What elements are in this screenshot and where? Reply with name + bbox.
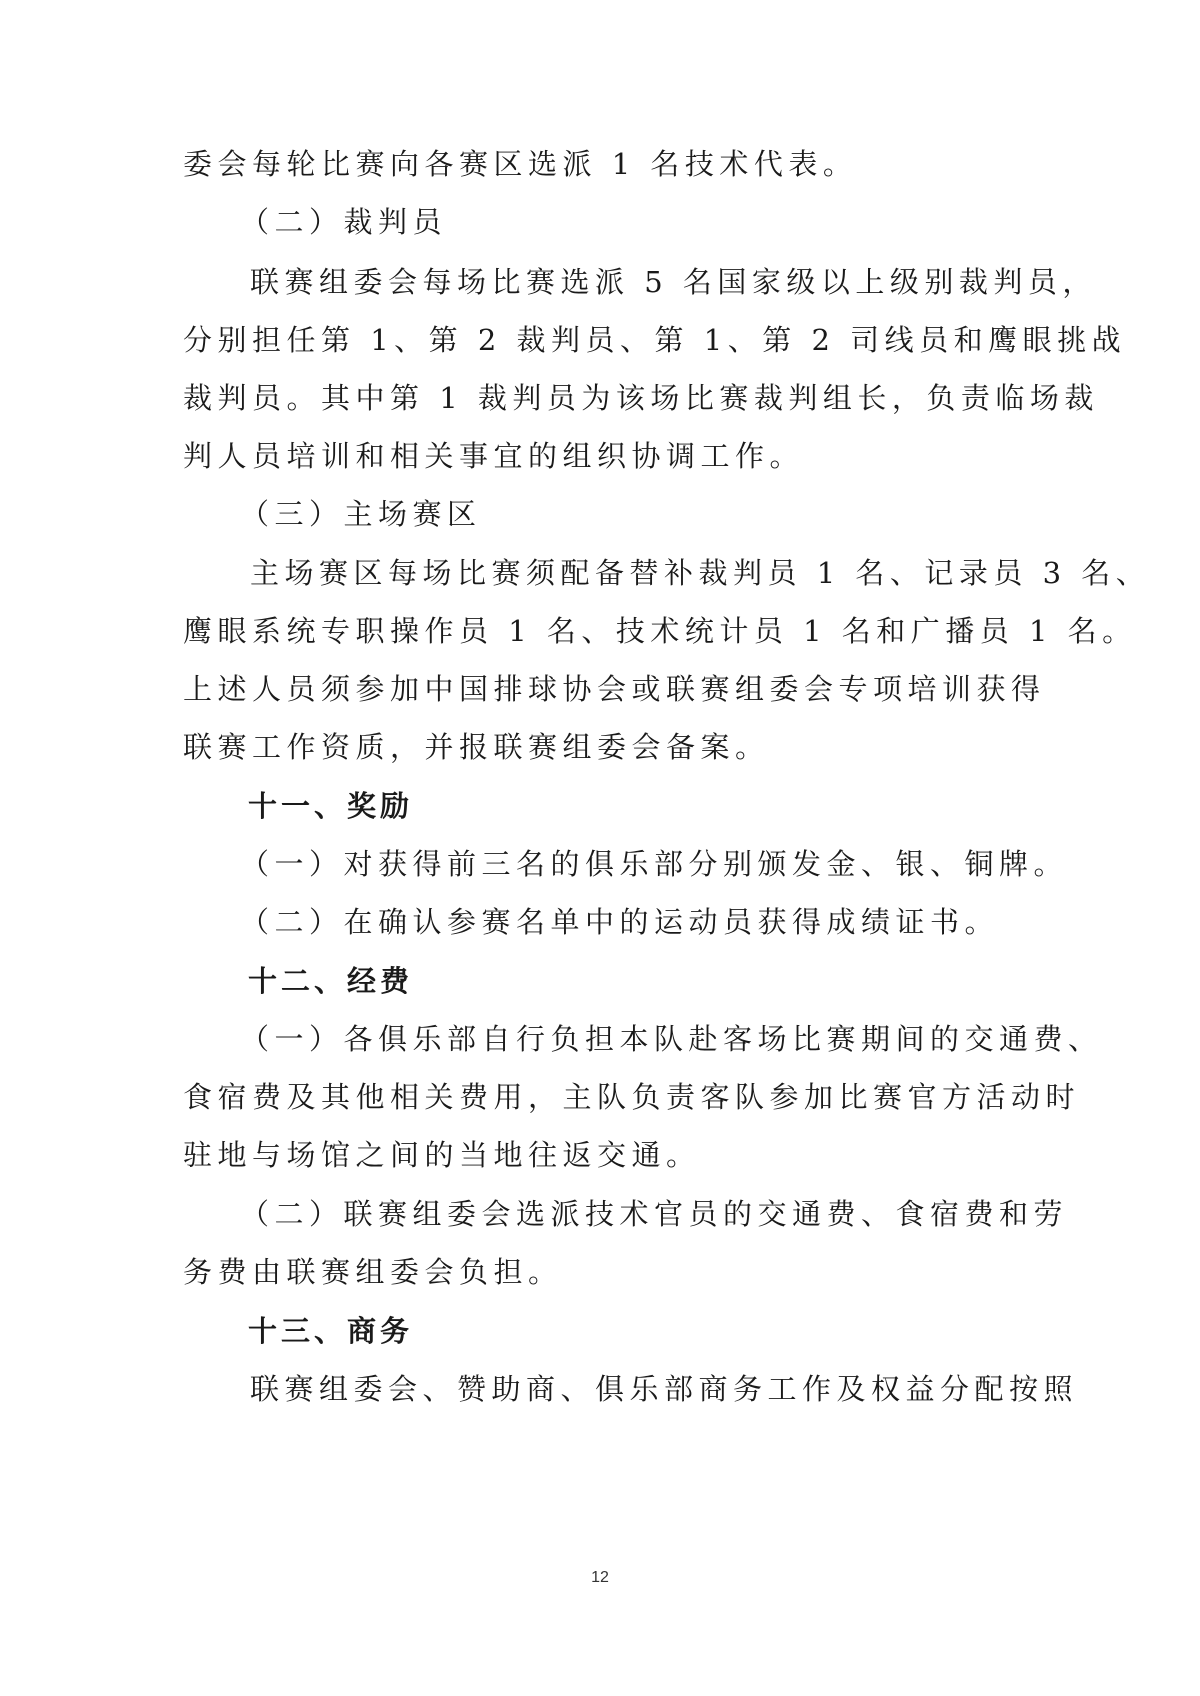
section-heading-awards: 十一、奖励 bbox=[248, 789, 414, 823]
text-line: （二）在确认参赛名单中的运动员获得成绩证书。 bbox=[240, 905, 1000, 939]
text-line: 上述人员须参加中国排球协会或联赛组委会专项培训获得 bbox=[183, 672, 1046, 706]
page-number: 12 bbox=[591, 1569, 609, 1586]
text-line: 分别担任第 1、第 2 裁判员、第 1、第 2 司线员和鹰眼挑战 bbox=[183, 323, 1127, 357]
text-line: （二）联赛组委会选派技术官员的交通费、食宿费和劳 bbox=[240, 1197, 1069, 1231]
text-line: 联赛组委会每场比赛选派 5 名国家级以上级别裁判员， bbox=[250, 265, 1097, 299]
text-line: 鹰眼系统专职操作员 1 名、技术统计员 1 名和广播员 1 名。 bbox=[183, 614, 1137, 648]
text-line: （一）各俱乐部自行负担本队赴客场比赛期间的交通费、 bbox=[240, 1022, 1103, 1056]
text-line: 委会每轮比赛向各赛区选派 1 名技术代表。 bbox=[183, 147, 858, 181]
text-line: （一）对获得前三名的俱乐部分别颁发金、银、铜牌。 bbox=[240, 847, 1069, 881]
text-line: 驻地与场馆之间的当地往返交通。 bbox=[183, 1138, 701, 1172]
text-line: 食宿费及其他相关费用，主队负责客队参加比赛官方活动时 bbox=[183, 1080, 1081, 1114]
text-line: 裁判员。其中第 1 裁判员为该场比赛裁判组长，负责临场裁 bbox=[183, 381, 1099, 415]
text-line: 判人员培训和相关事宜的组织协调工作。 bbox=[183, 439, 805, 473]
subsection-heading-referees: （二）裁判员 bbox=[240, 205, 448, 239]
text-line: 务费由联赛组委会负担。 bbox=[183, 1255, 563, 1289]
text-line: 主场赛区每场比赛须配备替补裁判员 1 名、记录员 3 名、 bbox=[250, 556, 1151, 590]
text-line: 联赛工作资质，并报联赛组委会备案。 bbox=[183, 730, 770, 764]
section-heading-expenses: 十二、经费 bbox=[248, 964, 414, 998]
subsection-heading-home-venue: （三）主场赛区 bbox=[240, 497, 482, 531]
text-line: 联赛组委会、赞助商、俱乐部商务工作及权益分配按照 bbox=[250, 1372, 1079, 1406]
section-heading-business: 十三、商务 bbox=[248, 1314, 414, 1348]
